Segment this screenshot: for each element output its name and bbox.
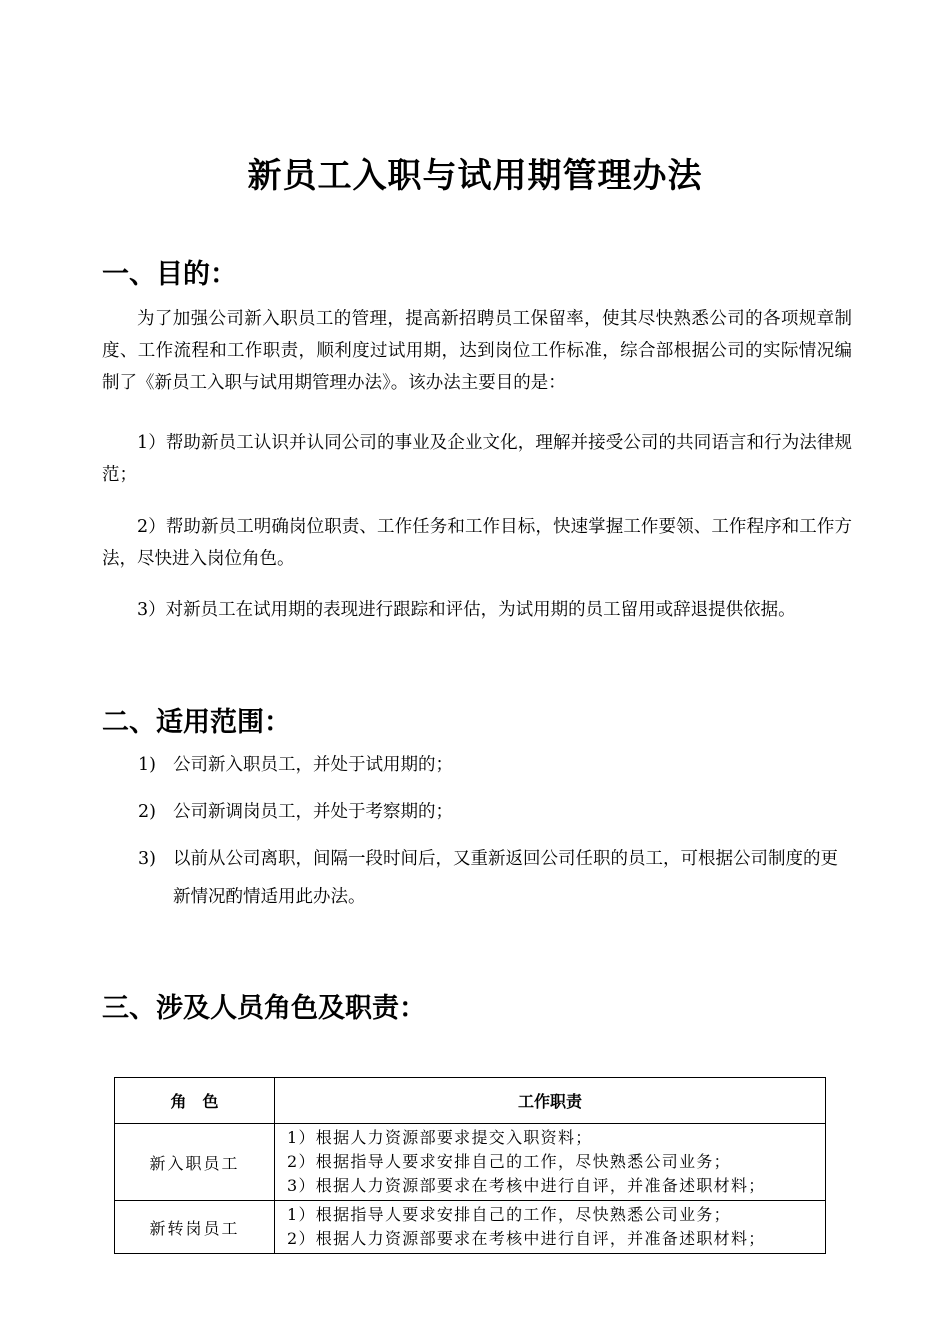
purpose-intro-paragraph: 为了加强公司新入职员工的管理，提高新招聘员工保留率，使其尽快熟悉公司的各项规章制度、工作流程和工作职责，顺利度过试用期，达到岗位工作标准，综合部根据公司的实际情况编制了《新员工入职与试用期管理办法》。该办法主要目的是：: [102, 309, 852, 393]
section-heading-scope: 二、适用范围：: [102, 707, 291, 738]
section-heading-purpose: 一、目的：: [102, 259, 237, 290]
table-header-row: [115, 1078, 826, 1124]
duty-line: 3）根据人力资源部要求在考核中进行自评，并准备述职材料；: [287, 1176, 766, 1195]
duty-line: 1）根据指导人要求安排自己的工作，尽快熟悉公司业务；: [287, 1205, 731, 1224]
scope-item-2: [138, 793, 850, 831]
scope-item-number: 2): [138, 802, 156, 822]
scope-item-number: 1): [138, 755, 156, 775]
duty-line: 1）根据人力资源部要求提交入职资料；: [287, 1128, 593, 1147]
document-title: 新员工入职与试用期管理办法: [247, 156, 703, 196]
roles-table: [114, 1077, 826, 1254]
purpose-item-2: 2）帮助新员工明确岗位职责、工作任务和工作目标，快速掌握工作要领、工作程序和工作方法，尽快进入岗位角色。: [102, 517, 852, 569]
table-row: [115, 1201, 826, 1254]
scope-item-3: [138, 840, 850, 916]
scope-item-text: 公司新入职员工，并处于试用期的；: [173, 755, 453, 775]
column-header-role: 角 色: [115, 1078, 275, 1124]
scope-item-1: [138, 746, 850, 784]
role-cell: 新入职员工: [115, 1124, 275, 1201]
column-header-duties: 工作职责: [275, 1078, 826, 1124]
purpose-item-3: 3）对新员工在试用期的表现进行跟踪和评估，为试用期的员工留用或辞退提供依据。: [137, 600, 796, 620]
role-cell: 新转岗员工: [115, 1201, 275, 1254]
section-heading-roles: 三、涉及人员角色及职责：: [102, 993, 426, 1024]
scope-item-text: 以前从公司离职，间隔一段时间后，又重新返回公司任职的员工，可根据公司制度的更新情况酌情适用此办法。: [173, 849, 838, 907]
table-row: [115, 1124, 826, 1201]
purpose-item-1: 1）帮助新员工认识并认同公司的事业及企业文化，理解并接受公司的共同语言和行为法律规范；: [102, 433, 852, 485]
duty-line: 2）根据指导人要求安排自己的工作，尽快熟悉公司业务；: [287, 1152, 731, 1171]
duties-cell: [275, 1201, 826, 1254]
duty-line: 2）根据人力资源部要求在考核中进行自评，并准备述职材料；: [287, 1229, 766, 1248]
scope-item-text: 公司新调岗员工，并处于考察期的；: [173, 802, 453, 822]
scope-item-number: 3): [138, 849, 156, 869]
duties-cell: [275, 1124, 826, 1201]
